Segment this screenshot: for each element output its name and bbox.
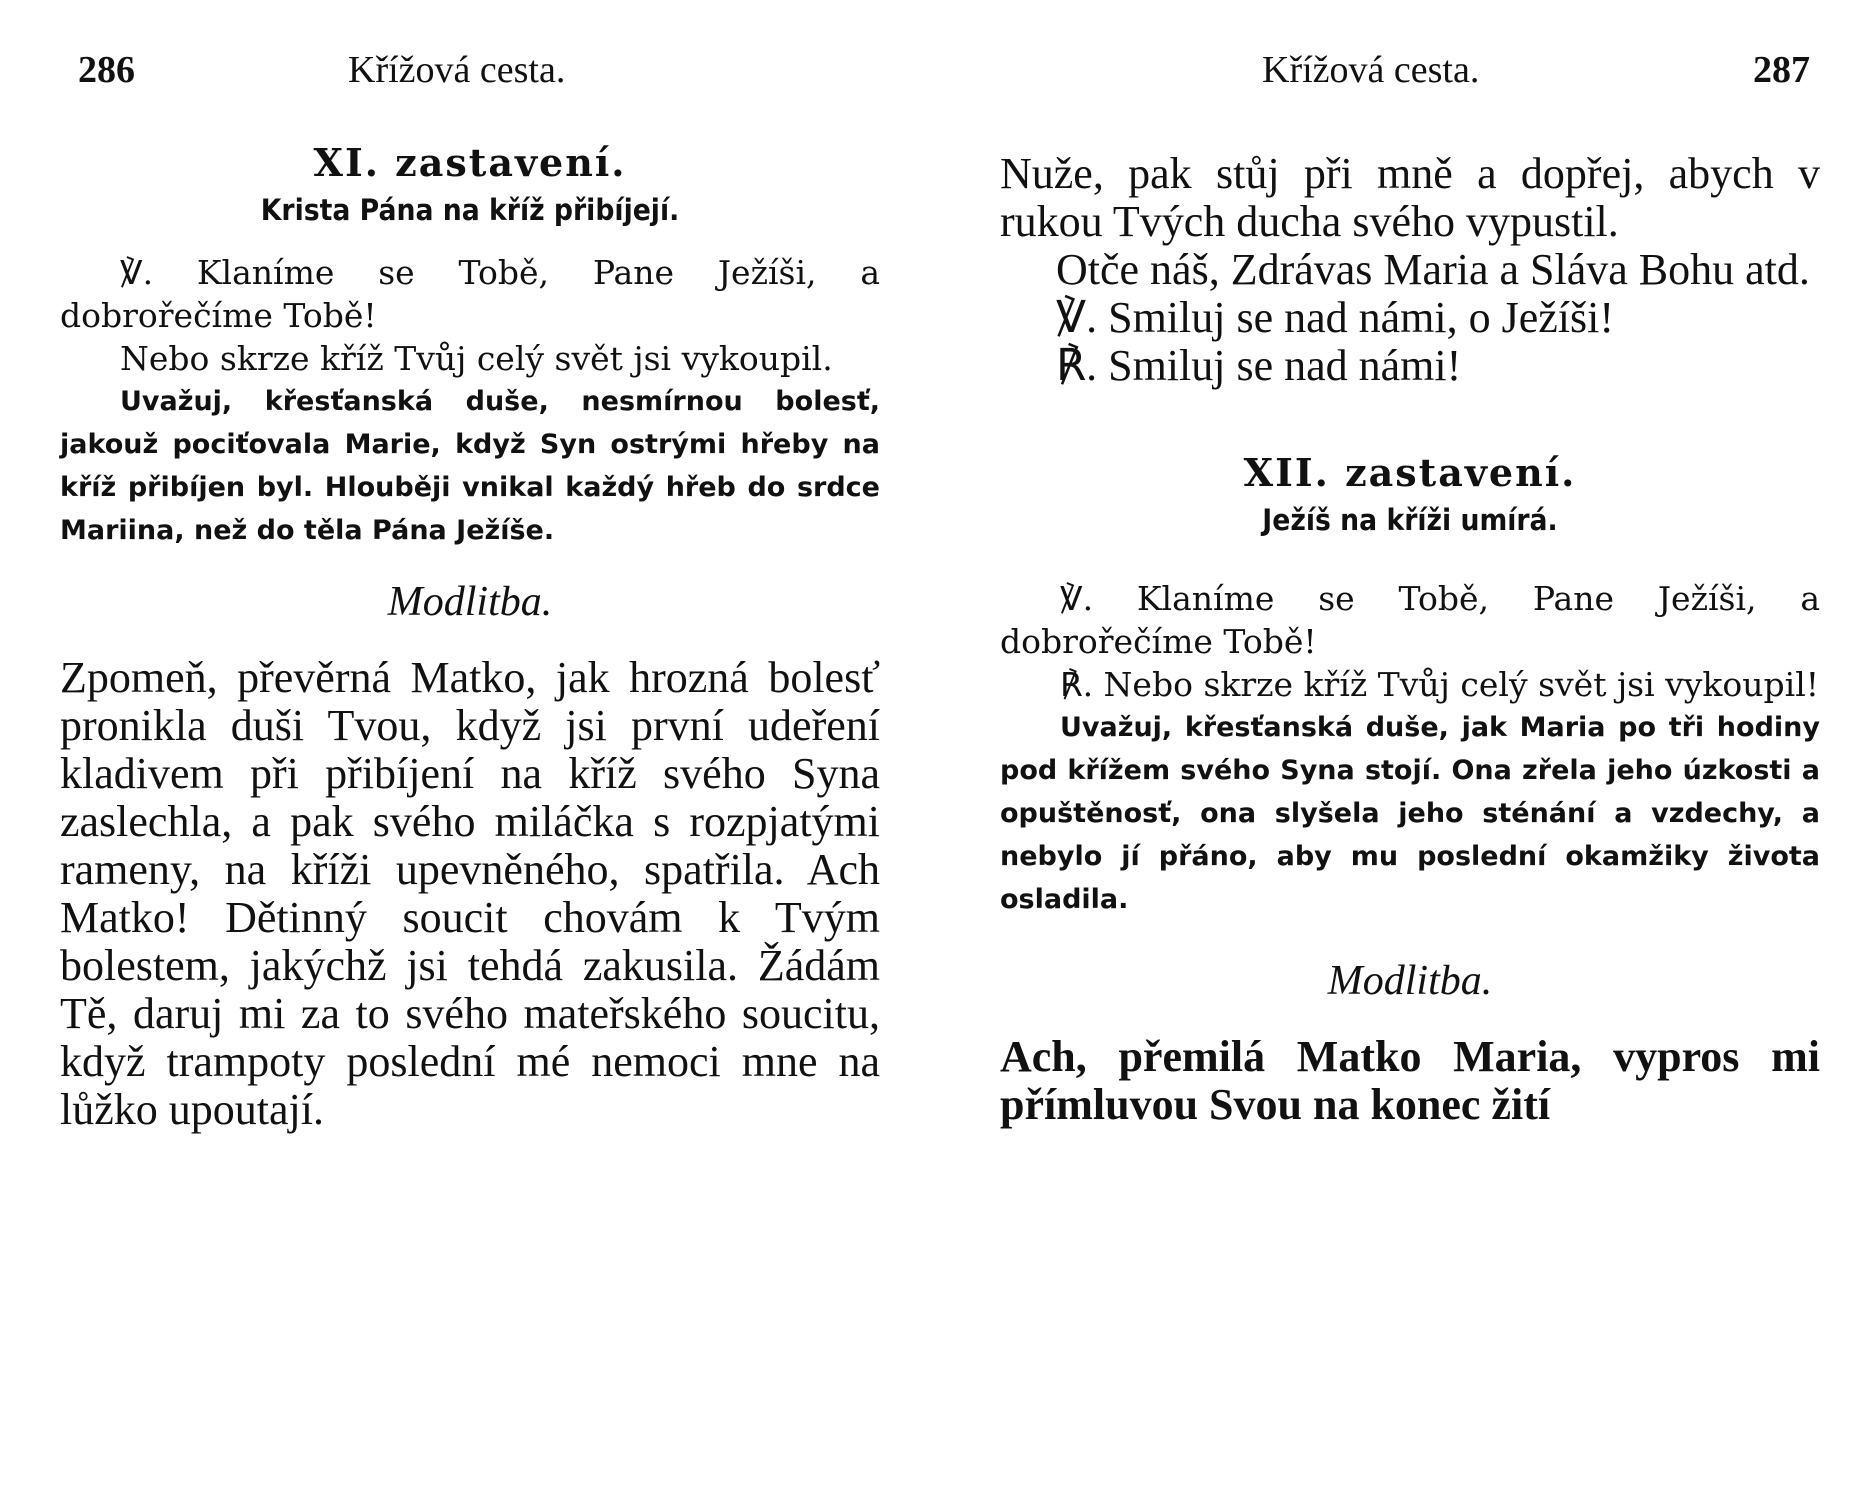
meditation: Uvažuj, křesťanská duše, jak Maria po tři hodiny pod křížem svého Syna stojí. Ona zřela jeho úzkosti a opuštěnosť, ona slyšela jeho sténání a vzdechy, a nebylo jí přáno, aby mu poslední okamžiky života osladila. xyxy=(1000,712,1820,915)
page-number: 287 xyxy=(1753,49,1810,91)
closing-prayers: Otče náš, Zdrávas Maria a Sláva Bohu atd. xyxy=(1056,245,1810,294)
closing-versicle: ℣. Smiluj se nad námi, o Ježíši! xyxy=(1056,293,1615,342)
prayer-continuation: Nuže, pak stůj při mně a dopřej, abych v rukou Tvých ducha svého vypustil. xyxy=(1000,149,1820,246)
closing-response: ℟. Smiluj se nad námi! xyxy=(1056,341,1462,390)
right-page xyxy=(1000,0,1820,1500)
station-subtitle: Ježíš na kříži umírá. xyxy=(1262,503,1558,537)
page-number: 286 xyxy=(78,49,135,91)
response: ℟. Nebo skrze kříž Tvůj celý svět jsi vykoupil! xyxy=(1060,665,1820,704)
meditation: Uvažuj, křesťanská duše, nesmírnou bolesť, jakouž pociťovala Marie, když Syn ostrými hřeby na kříž přibíjen byl. Hlouběji vnikal každý hřeb do srdce Mariina, než do těla Pána Ježíše. xyxy=(60,386,880,546)
prayer-heading: Modlitba. xyxy=(1327,958,1493,1004)
left-page-header xyxy=(60,48,880,98)
running-head: Křížová cesta. xyxy=(1262,49,1480,91)
station-title: XII. zastavení. xyxy=(1243,450,1577,495)
response: Nebo skrze kříž Tvůj celý svět jsi vykoupil. xyxy=(120,339,833,378)
running-head: Křížová cesta. xyxy=(348,49,566,91)
versicle: ℣. Klaníme se Tobě, Pane Ježíši, a dobrořečíme Tobě! xyxy=(1000,579,1820,661)
prayer-heading: Modlitba. xyxy=(387,579,553,625)
right-page-header xyxy=(1000,48,1820,98)
station-title: XI. zastavení. xyxy=(313,140,627,185)
station-subtitle: Krista Pána na kříž přibíjejí. xyxy=(260,193,680,227)
left-page-content xyxy=(60,140,880,1134)
versicle: ℣. Klaníme se Tobě, Pane Ježíši, a dobrořečíme Tobě! xyxy=(60,253,880,335)
right-page-content xyxy=(1000,150,1820,1129)
left-page xyxy=(60,0,880,1500)
prayer: Ach, přemilá Matko Maria, vypros mi přímluvou Svou na konec žití xyxy=(1000,1032,1820,1129)
prayer: Zpomeň, převěrná Matko, jak hrozná bolesť pronikla duši Tvou, když jsi první udeření kladivem při přibíjení na kříž svého Syna zaslechla, a pak svého miláčka s rozpjatými rameny, na kříži upevněného, spatřila. Ach Matko! Dětinný soucit chovám k Tvým bolestem, jakýchž jsi tehdá zakusila. Žádám Tě, daruj mi za to svého mateřského soucitu, když trampoty poslední mé nemoci mne na lůžko upoutají. xyxy=(60,653,880,1134)
